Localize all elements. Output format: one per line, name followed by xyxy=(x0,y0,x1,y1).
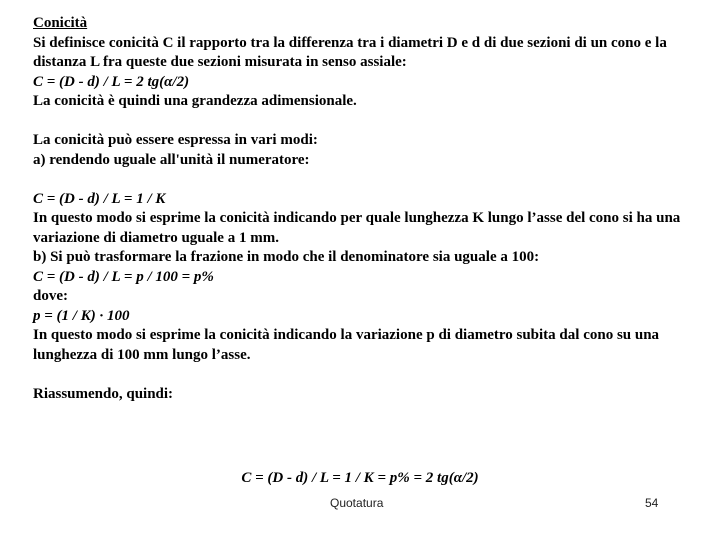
formula-a: C = (D - d) / L = 1 / K xyxy=(33,190,166,207)
mode-a-label: a) rendendo uguale all'unità il numeratore: xyxy=(33,151,310,168)
slide-body xyxy=(33,14,705,404)
explain-a: In questo modo si esprime la conicità indicando per quale lunghezza K lungo l’asse del cono si ha una variazione di diametro uguale a 1 mm. xyxy=(33,210,681,246)
spacer xyxy=(33,365,705,385)
dove-label: dove: xyxy=(33,288,68,304)
definition-text: Si definisce conicità C il rapporto tra la differenza tra i diametri D e d di due sezioni di un cono e la distanza L fra queste due sezioni misurata in senso assiale: xyxy=(33,34,667,70)
dimensionless-note: La conicità è quindi una grandezza adimensionale. xyxy=(33,93,357,109)
footer-title: Quotatura xyxy=(330,496,384,510)
formula-p: p = (1 / K) · 100 xyxy=(33,307,130,324)
spacer xyxy=(33,170,705,190)
summary-formula: C = (D - d) / L = 1 / K = p% = 2 tg(α/2) xyxy=(241,470,479,486)
slide-title: Conicità xyxy=(33,15,88,31)
page-number: 54 xyxy=(645,496,659,510)
explain-b: In questo modo si esprime la conicità indicando la variazione p di diametro subita dal cono su una lunghezza di 100 mm lungo l’asse. xyxy=(33,327,660,363)
summary-label: Riassumendo, quindi: xyxy=(33,385,174,402)
modes-intro: La conicità può essere espressa in vari modi: xyxy=(33,132,318,148)
formula-b: C = (D - d) / L = p / 100 = p% xyxy=(33,268,214,285)
definition-formula: C = (D - d) / L = 2 tg(α/2) xyxy=(33,73,190,90)
spacer xyxy=(33,112,705,132)
mode-b-label: b) Si può trasformare la frazione in modo che il denominatore sia uguale a 100: xyxy=(33,249,540,265)
